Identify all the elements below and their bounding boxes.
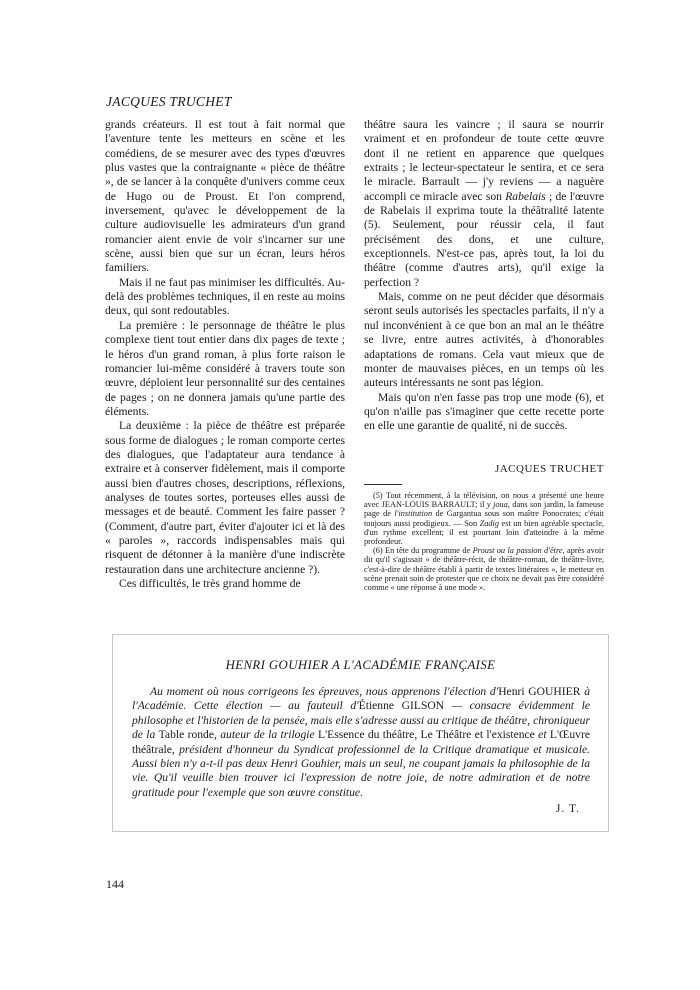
article-signature: JACQUES TRUCHET (494, 463, 604, 475)
work-title: Rabelais (505, 189, 546, 203)
paragraph: Mais qu'on n'en fasse pas trop une mode (6), et qu'on n'aille pas s'imaginer que cette recette porte en elle une garantie de qualité, ni de succès. (364, 390, 604, 433)
announcement-signature: J. T. (555, 803, 580, 815)
footnote-5: (5) Tout récemment, à la télévision, on nous a présenté une heure avec JEAN-LOUIS BARRAULT; il y joua, dans son jardin, la fameuse page de l'institution de Gargantua sous son maître Ponocrates; c'était toujours aussi prodigieux. — Son Zadig est un bien agréable spectacle, d'un rythme excellent; il est pourtant loin d'atteindre à la même profondeur. (364, 491, 604, 547)
announcement-box (112, 634, 609, 832)
article-left-column (105, 118, 345, 591)
announcement-body (132, 685, 590, 800)
paragraph: La deuxième : la pièce de théâtre est préparée sous forme de dialogues ; le roman comporte certes des dialogues, que l'adaptateur aura tendance à extraire et à conserver fidèlement, mais il comporte aussi bien d'autres choses, descriptions, réflexions, analyses de toutes sortes, porteuses elles aussi de messages et de beauté. Comment les faire passer ? (Comment, d'autre part, éviter d'ajouter ici et là des « paroles », raccords indispensables mais qui risquent de détonner à la manière d'une indiscrète restauration dans une architecture ancienne ?). (105, 419, 345, 576)
paragraph: théâtre saura les vaincre ; il saura se nourrir vraiment et en profondeur de toute cette œuvre dont il ne retient en apparence que quelques extraits ; le lecteur-spectateur le sentira, et ce sera le miracle. Barrault — j'y reviens — a naguère accompli ce miracle avec son Rabelais ; de l'œuvre de Rabelais il exprima toute la théâtralité latente (5). Seulement, pour réussir cela, il faut précisément des dons, et une culture, exceptionnels. N'est-ce pas, après tout, la loi du théâtre (comme d'autres arts), qu'il exige la perfection ? (364, 118, 604, 289)
running-head: JACQUES TRUCHET (106, 94, 232, 109)
announcement-title: HENRI GOUHIER A L'ACADÉMIE FRANÇAISE (225, 658, 496, 672)
paragraph: Mais, comme on ne peut décider que désormais seront seuls autorisés les spectacles parfaits, il n'y a nul inconvénient à ce que bon an mal an le théâtre se livre, entre autres activités, à d'honorables adaptations de romans. Cela vaut mieux que de monter de mauvaises pièces, en un temps où les auteurs intéressants ne sont pas légion. (364, 290, 604, 390)
article-right-column (364, 118, 604, 434)
paragraph: Ces difficultés, le très grand homme de (119, 577, 301, 590)
paragraph: Mais il ne faut pas minimiser les difficultés. Au-delà des problèmes techniques, il en reste au moins deux, qui sont redoutables. (105, 275, 345, 318)
paragraph: grands créateurs. Il est tout à fait normal que l'aventure tente les metteurs en scène et les comédiens, de se mesurer avec des types d'œuvres plus vastes que la contraignante « pièce de théâtre », de se lancer à la conquête d'univers comme ceux de Hugo ou de Proust. Et l'on comprend, inversement, qu'avec le développement de la culture audiovisuelle les admirateurs d'un grand romancier aient envie de voir s'incarner sur une scène, aussi bien que sur un écran, leurs héros familiers. (105, 118, 345, 275)
footnote-divider (364, 484, 402, 485)
page-number: 144 (106, 877, 124, 891)
announcement-paragraph: Au moment où nous corrigeons les épreuves, nous apprenons l'élection d'Henri GOUHIER à l'Académie. Cette élection — au fauteuil d'Étienne GILSON — consacre évidemment le philosophe et l'historien de la pensée, mais elle s'adresse aussi au critique de théâtre, chroniqueur de la Table ronde, auteur de la trilogie L'Essence du théâtre, Le Théâtre et l'existence et L'Œuvre théâtrale, président d'honneur du Syndicat professionnel de la Critique dramatique et musicale. Aussi bien n'y a-t-il pas deux Henri Gouhier, mais un seul, ne coupant jamais la philosophie de la vie. Qu'il veuille bien trouver ici l'expression de notre joie, de notre admiration et de notre gratitude pour l'exemple que son œuvre constitue. (132, 685, 591, 799)
paragraph: La première : le personnage de théâtre le plus complexe tient tout entier dans dix pages de texte ; le héros d'un grand roman, à plus forte raison le romancier lui-même considéré à travers toute son œuvre, déploient leur personnalité sur des centaines de pages ; on ne donnera jamais qu'une partie des éléments. (105, 318, 345, 418)
footnote-6: (6) En tête du programme de Proust ou la passion d'être, après avoir dit qu'il s'agissait « de théâtre-récit, de théâtre-roman, de théâtre-livre, c'est-à-dire de théâtre établi à partir de textes littéraires », le metteur en scène prenait soin de protester que ce choix ne devait pas être considéré comme « une réponse à une mode ». (364, 546, 604, 593)
footnotes (364, 491, 604, 592)
